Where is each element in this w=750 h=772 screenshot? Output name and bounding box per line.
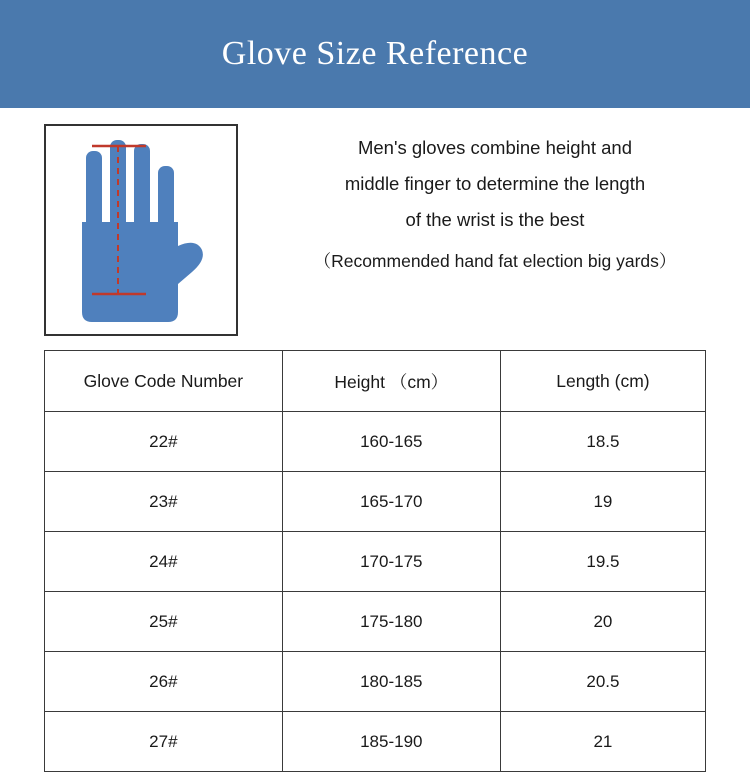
header-height: Height （cm） [282, 351, 500, 412]
cell-height: 175-180 [282, 592, 500, 652]
table-row [45, 712, 706, 772]
intro-text-block [256, 130, 734, 278]
cell-code: 26# [45, 652, 283, 712]
cell-code: 27# [45, 712, 283, 772]
page-header [0, 0, 750, 108]
size-table [44, 350, 706, 772]
cell-length: 19.5 [500, 532, 705, 592]
cell-height: 170-175 [282, 532, 500, 592]
intro-line-1: Men's gloves combine height and [357, 137, 632, 158]
table-row [45, 532, 706, 592]
table-row [45, 472, 706, 532]
intro-line-2: middle finger to determine the length [344, 173, 646, 195]
cell-length: 21 [500, 712, 705, 772]
table-row [45, 592, 706, 652]
intro-line-3: of the wrist is the best [405, 209, 585, 231]
cell-code: 25# [45, 592, 283, 652]
table-row [45, 412, 706, 472]
intro-note: （Recommended hand fat election big yards） [313, 251, 677, 272]
cell-height: 160-165 [282, 412, 500, 472]
cell-code: 22# [45, 412, 283, 472]
cell-height: 180-185 [282, 652, 500, 712]
table-row [45, 652, 706, 712]
cell-length: 18.5 [500, 412, 705, 472]
cell-length: 20.5 [500, 652, 705, 712]
page-title: Glove Size Reference [221, 35, 529, 72]
cell-code: 23# [45, 472, 283, 532]
table-header-row [45, 351, 706, 412]
cell-height: 165-170 [282, 472, 500, 532]
header-glove-code: Glove Code Number [45, 351, 283, 412]
cell-length: 19 [500, 472, 705, 532]
cell-length: 20 [500, 592, 705, 652]
hand-icon [46, 126, 236, 334]
cell-code: 24# [45, 532, 283, 592]
intro-section [0, 108, 750, 336]
header-length: Length (cm) [500, 351, 705, 412]
hand-measurement-diagram [44, 124, 238, 336]
cell-height: 185-190 [282, 712, 500, 772]
